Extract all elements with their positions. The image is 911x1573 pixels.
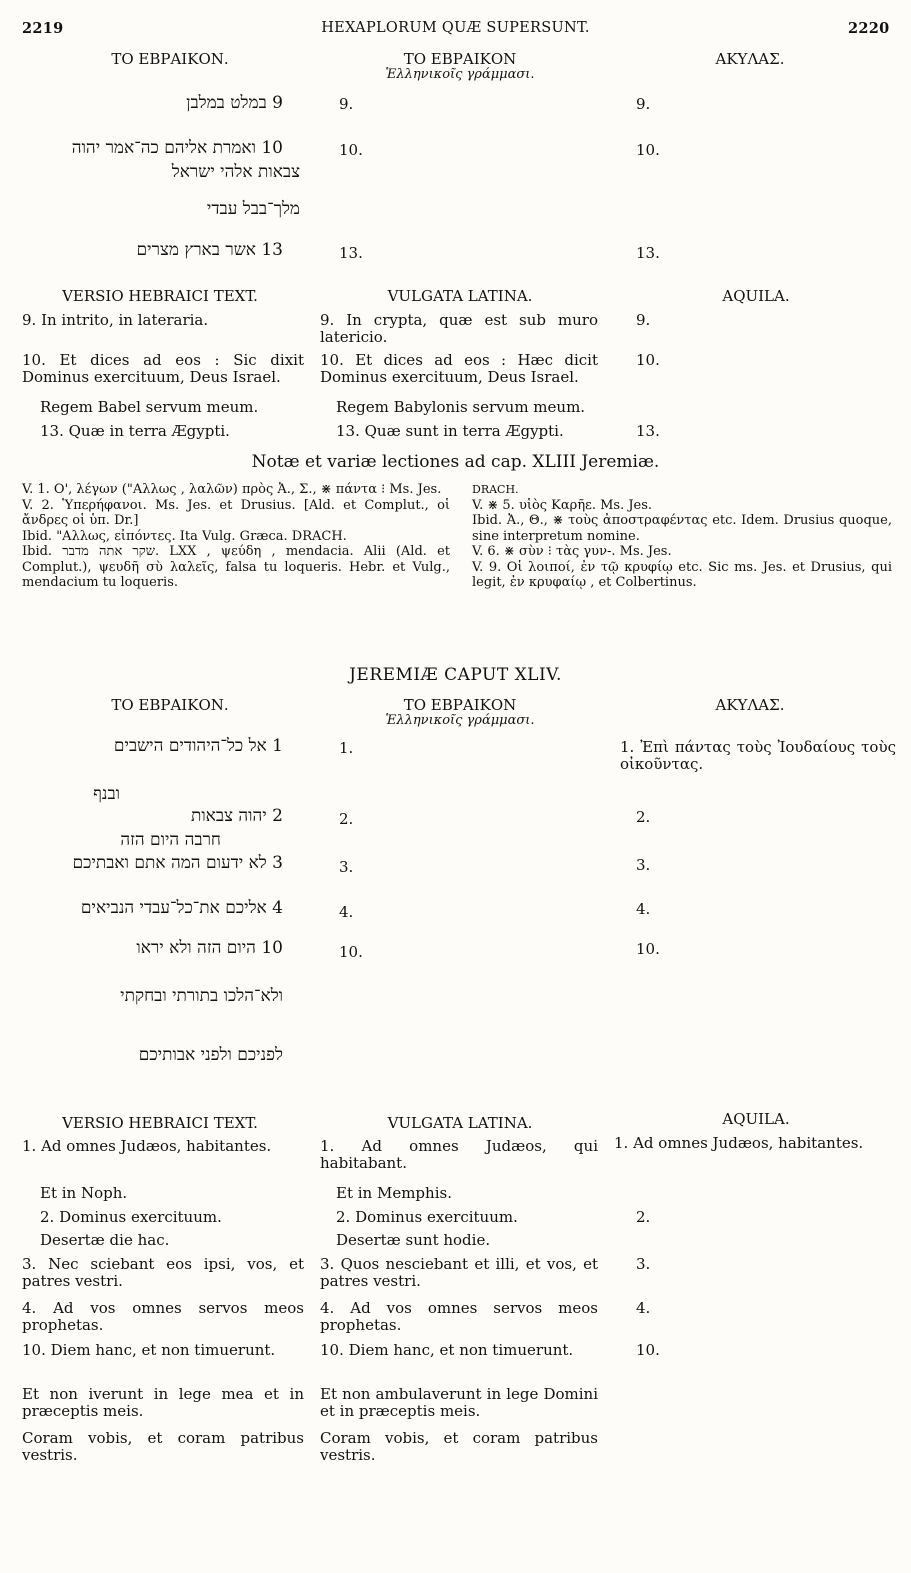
aquila-latin-number: 10. [636,1341,660,1359]
aquila-latin-number: 9. [636,311,651,329]
aquila-verse-number: 2. [636,808,651,826]
col-head-translit [340,50,580,82]
aquila-verse-number: 4. [636,900,651,918]
vulgata-line: Et non ambulaverunt in lege Domini et in præceptis meis. [320,1385,598,1420]
note-entry: V. 6. ⋇ σὺν ⁝ τὰς γυν-. Ms. Jes. [472,544,672,559]
aquila-verse-number: 9. [636,95,651,113]
hebrew-line: חרבה היום הזה [120,830,221,850]
versio-line: 10. Diem hanc, et non timuerunt. [22,1341,276,1359]
notes-title: Notæ et variæ lectiones ad cap. XLIII Jeremiæ. [251,452,660,472]
hebrew-line: 10 היום הזה ולא יראו [136,938,283,958]
aquila-verse-number: 10. [636,141,660,159]
versio-line: Coram vobis, et coram patribus vestris. [22,1429,304,1464]
versio-line: Regem Babel servum meum. [40,398,259,416]
note-entry: V. 1. Ο', λέγων ("Αλλως , λαλῶν) πρὸς Ἀ., Σ., ⋇ πάντα ⁝ Ms. Jes. [22,482,442,497]
note-entry: V. 9. Οἱ λοιποί, ἐν τῷ κρυφίῳ etc. Sic ms. Jes. et Drusius, qui legit, ἐν κρυφαίῳ , et Colbertinus. [472,559,892,590]
hebrew-line: 3 לא ידעום המה אתם ואבתיכם [72,853,283,873]
note-entry: Ibid. "Αλλως, εἰπόντες. Ita Vulg. Græca. DRACH. [22,528,347,544]
vulgata-line: 9. In crypta, quæ est sub muro latericio. [320,311,598,346]
translit-verse-number: 2. [339,810,354,828]
aquila-latin-number: 13. [636,422,660,440]
vulgata-line: 3. Quos nesciebant et illi, et vos, et patres vestri. [320,1255,598,1290]
hebrew-line: לפניכם ולפני אבותיכם [138,1045,283,1065]
hebrew-line: 10 ואמרת אליהם כה־אמר יהוה [71,138,283,158]
hebrew-line: 2 יהוה צבאות [190,806,283,826]
translit-verse-number: 9. [339,95,354,113]
note-entry: Ibid. שקר אתה מדבר. LXX , ψεύδη , mendacia. Alii (Ald. et Complut.), ψευδῆ σὺ λαλεῖς, falsa tu loqueris. Hebr. et Vulg., mendacium tu loqueris. [22,544,450,590]
versio-line: 10. Et dices ad eos : Sic dixit Dominus exercituum, Deus Israel. [22,351,304,386]
translit-verse-number: 10. [339,141,363,159]
hebrew-line: 1 אל כל־היהודים הישבים [113,736,283,756]
aquila-latin-number: 2. [636,1208,651,1226]
hebrew-line: מלך־בבל עבדי [206,199,300,219]
chapter-heading: JEREMIÆ CAPUT XLIV. [349,665,562,685]
col-head-versio: VERSIO HEBRAICI TEXT. [62,1114,258,1132]
vulgata-line: 10. Diem hanc, et non timuerunt. [320,1341,574,1359]
col-head-hebrew: ΤΟ ΕΒΡΑΙΚΟΝ. [111,50,229,68]
aquila-line: 1. Ἐπὶ πάντας τοὺς Ἰουδαίους τοὺς οἰκοῦντας. [620,738,896,773]
aquila-latin-line: 1. Ad omnes Judæos, habitantes. [614,1134,864,1152]
vulgata-line: 10. Et dices ad eos : Hæc dicit Dominus exercituum, Deus Israel. [320,351,598,386]
col-head-translit [340,696,580,728]
aquila-verse-number: 10. [636,940,660,958]
col-head-aquila: ΑΚΥΛΑΣ. [715,50,785,68]
col-head-translit-title: ΤΟ ΕΒΡΑΙΚΟΝ [403,696,517,714]
vulgata-line: Coram vobis, et coram patribus vestris. [320,1429,598,1464]
col-head-translit-subtitle: Ἑλληνικοῖς γράμμασι. [385,713,535,728]
hebrew-line: ולא־הלכו בתורתי ובחקתי [120,986,283,1006]
note-entry: V. 2. Ὑπερήφανοι. Ms. Jes. et Drusius. [Ald. et Complut., οἱ ἄνδρες οἱ ὑπ. Dr.] [22,497,450,528]
versio-line: 3. Nec sciebant eos ipsi, vos, et patres vestri. [22,1255,304,1290]
vulgata-line: Regem Babylonis servum meum. [336,398,586,416]
col-head-versio: VERSIO HEBRAICI TEXT. [62,287,258,305]
versio-line: 2. Dominus exercituum. [40,1208,222,1226]
col-head-hebrew: ΤΟ ΕΒΡΑΙΚΟΝ. [111,696,229,714]
vulgata-line: 13. Quæ sunt in terra Ægypti. [336,422,564,440]
col-head-translit-subtitle: Ἑλληνικοῖς γράμμασι. [385,67,535,82]
translit-verse-number: 10. [339,943,363,961]
aquila-verse-number: 3. [636,856,651,874]
vulgata-line: Desertæ sunt hodie. [336,1231,491,1249]
translit-verse-number: 4. [339,903,354,921]
hebrew-line: 4 אליכם את־כל־עבדי הנביאים [80,898,283,918]
col-head-aquila-latin: AQUILA. [722,1110,790,1128]
versio-line: Et non iverunt in lege mea et in præceptis meis. [22,1385,304,1420]
col-head-translit-title: ΤΟ ΕΒΡΑΙΚΟΝ [403,50,517,68]
translit-verse-number: 1. [339,739,354,757]
note-entry: V. ⋇ 5. υἱὸς Καρῆε. Ms. Jes. [472,497,653,513]
note-entry: Ibid. Ἀ., Θ., ⋇ τοὺς ἀποστραφέντας etc. Idem. Drusius quoque, sine interpretum nomine. [472,513,892,544]
running-title: HEXAPLORUM QUÆ SUPERSUNT. [321,20,590,36]
translit-verse-number: 3. [339,858,354,876]
versio-line: Et in Noph. [40,1184,128,1202]
vulgata-line: 2. Dominus exercituum. [336,1208,518,1226]
note-entry: DRACH. [472,483,519,496]
aquila-latin-number: 4. [636,1299,651,1317]
aquila-latin-number: 10. [636,351,660,369]
col-head-aquila-latin: AQUILA. [722,287,790,305]
page-number-right: 2220 [848,20,890,37]
col-head-aquila: ΑΚΥΛΑΣ. [715,696,785,714]
versio-line: 1. Ad omnes Judæos, habitantes. [22,1137,272,1155]
aquila-verse-number: 13. [636,244,660,262]
aquila-latin-number: 3. [636,1255,651,1273]
notes-left-column [22,482,450,591]
page-number-left: 2219 [22,20,64,37]
hebrew-line: ובנף [93,784,120,804]
vulgata-line: 1. Ad omnes Judæos, qui habitabant. [320,1137,598,1172]
vulgata-line: 4. Ad vos omnes servos meos prophetas. [320,1299,598,1334]
col-head-vulgata: VULGATA LATINA. [387,1114,533,1132]
versio-line: Desertæ die hac. [40,1231,170,1249]
hebrew-line: 9 במלט במלבן [186,93,283,113]
versio-line: 9. In intrito, in lateraria. [22,311,209,329]
versio-line: 4. Ad vos omnes servos meos prophetas. [22,1299,304,1334]
versio-line: 13. Quæ in terra Ægypti. [40,422,230,440]
hebrew-line: צבאות אלהי ישראל [171,162,300,182]
vulgata-line: Et in Memphis. [336,1184,452,1202]
translit-verse-number: 13. [339,244,363,262]
notes-right-column [472,482,892,591]
col-head-vulgata: VULGATA LATINA. [387,287,533,305]
hebrew-line: 13 אשר בארץ מצרים [136,240,283,260]
